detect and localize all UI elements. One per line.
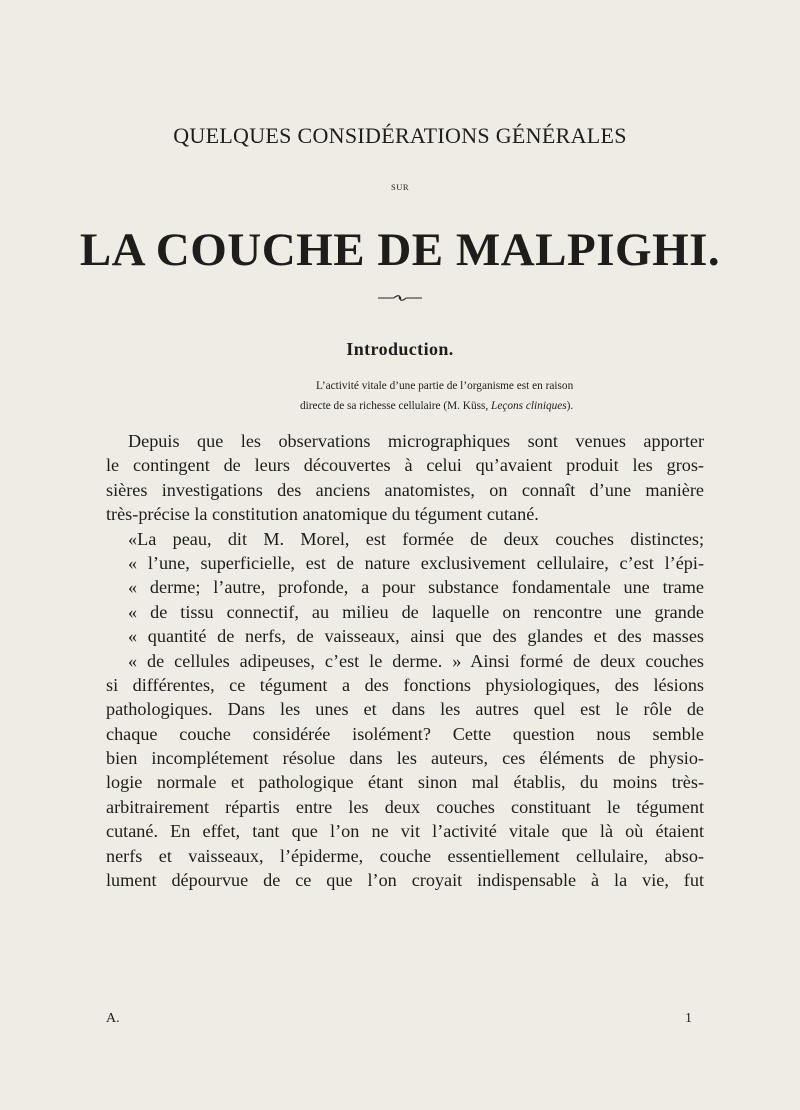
body-line: « l’une, superficielle, est de nature exclusivement cellulaire, c’est l’épi- — [128, 552, 704, 573]
body-line: pathologiques. Dans les unes et dans les autres quel est le rôle de — [106, 699, 704, 720]
body-line: le contingent de leurs découvertes à celui qu’avaient produit les gros- — [106, 455, 704, 476]
signature-mark: A. — [106, 1011, 120, 1026]
title-connector: SUR — [390, 182, 410, 192]
title-top: QUELQUES CONSIDÉRATIONS GÉNÉRALES — [173, 123, 627, 148]
body-line: cutané. En effet, tant que l’on ne vit l’activité vitale que là où étaient — [106, 821, 704, 842]
body-line: « de tissu connectif, au milieu de laquelle on rencontre une grande — [128, 601, 704, 622]
ornament-divider — [376, 294, 424, 302]
body-line: nerfs et vaisseaux, l’épiderme, couche essentiellement cellulaire, abso- — [106, 845, 704, 866]
body-line: chaque couche considérée isolément? Cette question nous semble — [106, 723, 704, 744]
page-title: LA COUCHE DE MALPIGHI. — [79, 224, 721, 276]
epigraph-text: ). — [566, 400, 574, 412]
epigraph-line — [300, 396, 730, 416]
body-line: très-précise la constitution anatomique du tégument cutané. — [106, 504, 539, 525]
body-line: «La peau, dit M. Morel, est formée de deux couches distinctes; — [128, 528, 704, 549]
epigraph-line: L’activité vitale d’une partie de l’organisme est en raison — [316, 380, 574, 392]
body-line: Depuis que les observations micrographiques sont venues apporter — [128, 431, 704, 451]
body-line: « de cellules adipeuses, c’est le derme. » Ainsi formé de deux couches — [128, 650, 704, 671]
body-line: si différentes, ce tégument a des fonctions physiologiques, des lésions — [106, 674, 704, 695]
body-line: lument dépourvue de ce que l’on croyait indispensable à la vie, fut — [106, 870, 704, 891]
body-line: bien incomplétement résolue dans les auteurs, ces éléments de physio- — [106, 748, 704, 769]
epigraph — [300, 376, 730, 416]
epigraph-text: directe de sa richesse cellulaire (M. Küss, — [300, 400, 492, 412]
body-line: arbitrairement répartis entre les deux couches constituant le tégument — [106, 796, 704, 817]
epigraph-source: Leçons cliniques — [491, 400, 567, 412]
body-line: « quantité de nerfs, de vaisseaux, ainsi que des glandes et des masses — [128, 626, 704, 647]
section-heading: Introduction. — [346, 339, 454, 359]
body-line: logie normale et pathologique étant sinon mal établis, du moins très- — [106, 772, 704, 793]
page-number: 1 — [685, 1011, 692, 1026]
body-line: sières investigations des anciens anatomistes, on connaît d’une manière — [106, 479, 704, 500]
body-text — [106, 429, 704, 892]
body-line: « derme; l’autre, profonde, a pour substance fondamentale une trame — [128, 577, 704, 598]
